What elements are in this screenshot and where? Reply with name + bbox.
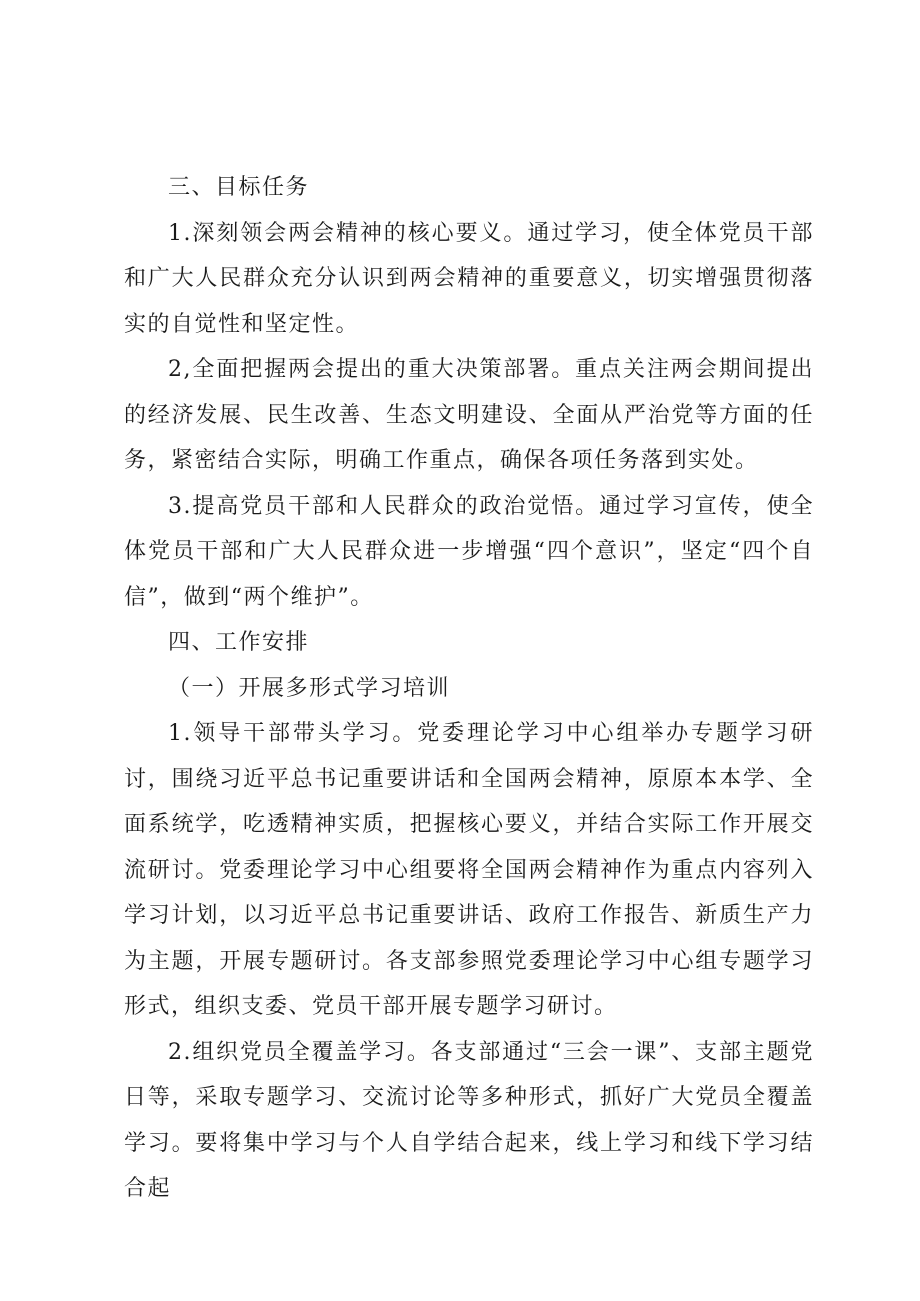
section-four-title: 四、工作安排 (168, 630, 310, 655)
goal-paragraph-2: 2,全面把握两会提出的重大决策部署。重点关注两会期间提出的经济发展、民生改善、生态文明建设、全面从严治党等方面的任务，紧密结合实际，明确工作重点，确保各项任务落到实处。 (124, 357, 814, 473)
subsection-one-title: （一）开展多形式学习培训 (168, 675, 451, 701)
document-body (124, 165, 814, 1212)
goal-paragraph-3: 3.提高党员干部和人民群众的政治觉悟。通过学习宣传，使全体党员干部和广大人民群众进一步增强“四个意识”，坚定“四个自信”，做到“两个维护”。 (124, 493, 814, 610)
goal-paragraph-1: 1.深刻领会两会精神的核心要义。通过学习，使全体党员干部和广大人民群众充分认识到两会精神的重要意义，切实增强贯彻落实的自觉性和坚定性。 (124, 220, 814, 337)
arrangement-paragraph-1: 1.领导干部带头学习。党委理论学习中心组举办专题学习研讨，围绕习近平总书记重要讲话和全国两会精神，原原本本学、全面系统学，吃透精神实质，把握核心要义，并结合实际工作开展交流研讨。党委理论学习中心组要将全国两会精神作为重点内容列入学习计划，以习近平总书记重要讲话、政府工作报告、新质生产力为主题，开展专题研讨。各支部参照党委理论学习中心组专题学习形式，组织支委、党员干部开展专题学习研讨。 (124, 721, 814, 1019)
section-three-title: 三、目标任务 (168, 175, 310, 200)
arrangement-paragraph-2: 2.组织党员全覆盖学习。各支部通过“三会一课”、支部主题党日等，采取专题学习、交流讨论等多种形式，抓好广大党员全覆盖学习。要将集中学习与个人自学结合起来，线上学习和线下学习结合起 (124, 1039, 814, 1201)
